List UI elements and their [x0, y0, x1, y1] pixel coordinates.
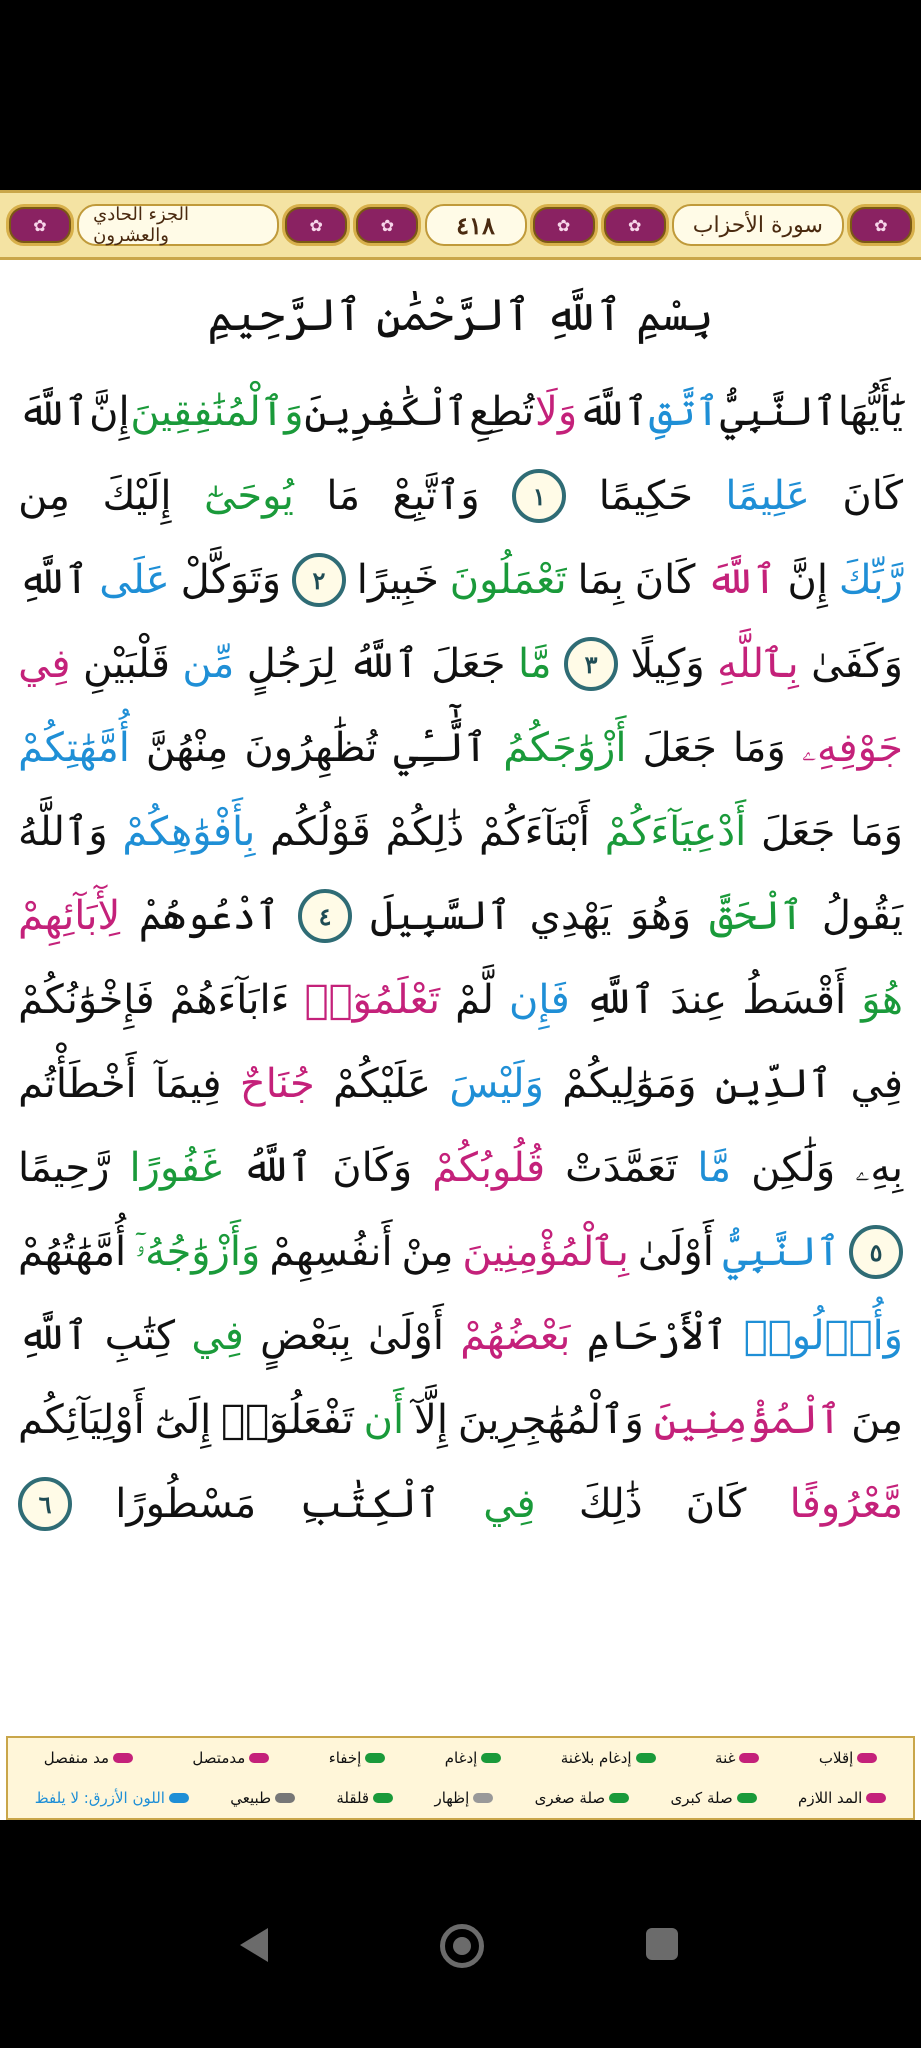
verse-word[interactable]: إِنَّ: [787, 557, 828, 603]
page-number: ٤١٨: [425, 204, 527, 246]
verse-word[interactable]: ٱلدِّينِ: [714, 1061, 833, 1107]
verse-word[interactable]: وَأَزْوَٰجُهُۥٓ: [135, 1229, 261, 1275]
verse-word[interactable]: وَٱتَّبِعْ: [392, 473, 480, 519]
legend-swatch-icon: [739, 1753, 759, 1763]
legend-label: غنة: [715, 1749, 736, 1767]
ayah-number-marker[interactable]: ١: [512, 469, 566, 523]
verse-line: [18, 538, 903, 622]
verse-word[interactable]: يَهْدِي: [529, 893, 612, 939]
verse-word[interactable]: أَنفُسِهِمْ: [269, 1229, 393, 1275]
android-nav-bar: [0, 1820, 921, 2048]
legend-label: إقلاب: [818, 1749, 854, 1767]
verse-word[interactable]: غَفُورًا: [129, 1145, 222, 1191]
verse-word[interactable]: بِٱلْمُؤْمِنِينَ: [462, 1229, 629, 1275]
verse-word[interactable]: وَلَا: [535, 389, 578, 435]
verse-word[interactable]: ٱدْعُوهُمْ: [138, 893, 280, 939]
verse-line: [18, 1462, 903, 1546]
verse-word[interactable]: فِي: [850, 1061, 903, 1107]
verse-word[interactable]: أَقْسَطُ: [742, 977, 847, 1023]
verse-word[interactable]: ذَٰلِكَ: [578, 1481, 643, 1527]
ayah-number-marker[interactable]: ٥: [849, 1225, 903, 1279]
verse-word[interactable]: ٱلنَّبِيُّ: [722, 1229, 841, 1275]
ornament-rosette-icon: ✿: [530, 204, 598, 246]
legend-label: صلة كبرى: [670, 1789, 733, 1807]
verse-word[interactable]: مِنَ: [851, 1397, 903, 1443]
verse-word[interactable]: ٱلنَّبِيُّ: [720, 389, 838, 435]
verse-word[interactable]: مِنْ: [401, 1229, 454, 1275]
verse-word[interactable]: بِبَعْضٍ: [260, 1313, 352, 1359]
ayah-number-marker[interactable]: ٦: [18, 1477, 72, 1531]
bismillah: بِسْمِ ٱللَّهِ ٱلرَّحْمَٰنِ ٱلرَّحِيمِ: [207, 290, 714, 341]
legend-item: [561, 1749, 656, 1767]
verse-line: [18, 1210, 903, 1294]
verse-word[interactable]: تَعَمَّدَتْ: [565, 1145, 678, 1191]
legend-item: [192, 1749, 269, 1767]
back-icon[interactable]: [240, 1928, 268, 1962]
verse-word[interactable]: لِأٓبَآئِهِمْ: [18, 893, 121, 939]
verse-word[interactable]: ٱللَّهِ: [18, 1313, 89, 1359]
legend-swatch-icon: [169, 1793, 189, 1803]
verse-word[interactable]: فِي: [191, 1313, 244, 1359]
legend-label: اللون الأزرق: لا يلفظ: [34, 1789, 165, 1807]
verse-line: [18, 706, 903, 790]
verse-word[interactable]: أَوْلَىٰ: [367, 1313, 444, 1359]
ornament-rosette-icon: ✿: [6, 204, 74, 246]
verse-word[interactable]: فَإِن: [509, 977, 570, 1023]
verse-word[interactable]: إِلَيْكَ: [102, 473, 172, 519]
verse-word[interactable]: جَوْفِهِۦ: [801, 725, 903, 771]
verse-word[interactable]: مَّعْرُوفًا: [789, 1481, 903, 1527]
legend-item: [671, 1789, 757, 1807]
verse-word[interactable]: ٱللَّهَ: [18, 389, 89, 435]
mushaf-page: [0, 190, 921, 1820]
verse-word[interactable]: حَكِيمًا: [598, 473, 693, 519]
verse-word[interactable]: ءَابَآءَهُمْ: [169, 977, 290, 1023]
legend-label: صلة صغرى: [534, 1789, 606, 1807]
verse-word[interactable]: ٱللَّهَ: [706, 557, 777, 603]
tajweed-legend: [6, 1736, 915, 1820]
verse-word[interactable]: أُمَّهَٰتِكُمْ: [18, 725, 130, 771]
home-icon[interactable]: [440, 1924, 484, 1968]
verse-word[interactable]: وَأُو۟لُوا۟: [743, 1313, 903, 1359]
verse-line: [18, 454, 903, 538]
verse-word[interactable]: مَا: [326, 473, 361, 519]
verse-word[interactable]: تَفْعَلُوٓا۟: [221, 1397, 354, 1443]
verse-line: [18, 790, 903, 874]
verse-word[interactable]: أَوْلِيَآئِكُم: [18, 1397, 145, 1443]
legend-swatch-icon: [481, 1753, 501, 1763]
legend-swatch-icon: [857, 1753, 877, 1763]
verse-word[interactable]: وَٱلْمُنَٰفِقِينَ: [130, 389, 304, 435]
verse-word[interactable]: فِي: [483, 1481, 536, 1527]
legend-item: [230, 1789, 295, 1807]
verse-word[interactable]: جَعَلَ: [760, 809, 836, 855]
verse-word[interactable]: عَلِيمًا: [725, 473, 810, 519]
legend-item: [35, 1789, 189, 1807]
verse-word[interactable]: جُنَاحٌ: [239, 1061, 315, 1107]
ayah-number-marker[interactable]: ٣: [564, 637, 618, 691]
verse-word[interactable]: ٱلْكِتَٰبِ: [299, 1481, 441, 1527]
legend-label: المد اللازم: [798, 1789, 863, 1807]
verse-word[interactable]: إِلَىٰٓ: [154, 1397, 212, 1443]
verse-word[interactable]: لِرَجُلٍ: [246, 641, 336, 687]
verse-line: [18, 370, 903, 454]
legend-swatch-icon: [737, 1793, 757, 1803]
verse-word[interactable]: ٱلْأَرْحَامِ: [586, 1313, 728, 1359]
verse-word[interactable]: بَعْضُهُمْ: [460, 1313, 571, 1359]
verse-word[interactable]: أَزْوَٰجَكُمُ: [503, 725, 627, 771]
verse-word[interactable]: مَّا: [517, 641, 552, 687]
verse-word[interactable]: مِن: [18, 473, 70, 519]
verse-word[interactable]: وَلَيْسَ: [449, 1061, 544, 1107]
verse-word[interactable]: بِمَا: [577, 557, 624, 603]
verse-word[interactable]: أُمَّهَٰتُهُمْ: [18, 1229, 127, 1275]
verse-word[interactable]: رَّحِيمًا: [18, 1145, 110, 1191]
verse-word[interactable]: بِأَفْوَٰهِكُمْ: [122, 809, 256, 855]
verse-word[interactable]: ٱللَّهُ: [241, 1145, 313, 1191]
verse-word[interactable]: عَلَيْكُمْ: [333, 1061, 431, 1107]
ornament-rosette-icon: ✿: [847, 204, 915, 246]
verse-word[interactable]: ٱللَّهِ: [584, 977, 656, 1023]
verse-word[interactable]: خَبِيرًا: [356, 557, 439, 603]
verse-word[interactable]: أَبْنَآءَكُمْ: [478, 809, 590, 855]
verse-word[interactable]: جَعَلَ: [431, 641, 506, 687]
verse-word[interactable]: تَعْلَمُوٓا۟: [304, 977, 441, 1023]
verse-word[interactable]: لَّمْ: [455, 977, 494, 1023]
surah-name: سورة الأحزاب: [672, 204, 844, 246]
verse-word[interactable]: تَعْمَلُونَ: [449, 557, 567, 603]
verse-word[interactable]: قَلْبَيْنِ: [83, 641, 170, 687]
ornament-rosette-icon: ✿: [282, 204, 350, 246]
verse-word[interactable]: كَانَ: [685, 1481, 747, 1527]
verse-word[interactable]: كَانَ: [842, 473, 903, 519]
ayah-number-marker[interactable]: ٤: [298, 889, 352, 943]
legend-item: [715, 1749, 759, 1767]
legend-item: [329, 1749, 386, 1767]
verse-word[interactable]: وَٱلْمُهَٰجِرِينَ: [457, 1397, 644, 1443]
legend-swatch-icon: [473, 1793, 493, 1803]
legend-swatch-icon: [249, 1753, 269, 1763]
header-row: [6, 201, 915, 249]
verse-word[interactable]: مِّن: [182, 641, 235, 687]
verse-word[interactable]: فِيمَآ: [155, 1061, 222, 1107]
legend-swatch-icon: [365, 1753, 385, 1763]
verse-word[interactable]: إِنَّ: [89, 389, 130, 435]
verse-word[interactable]: ٱلْمُؤْمِنِينَ: [653, 1397, 842, 1443]
verse-word[interactable]: فَإِخْوَٰنُكُمْ: [18, 977, 155, 1023]
legend-swatch-icon: [113, 1753, 133, 1763]
verse-word[interactable]: وَمَوَٰلِيكُمْ: [562, 1061, 697, 1107]
verse-word[interactable]: مَّا: [697, 1145, 732, 1191]
verse-word[interactable]: فِي: [18, 641, 71, 687]
legend-swatch-icon: [866, 1793, 886, 1803]
verse-word[interactable]: ٱلَّٰٓـِٔي: [393, 725, 488, 771]
verse-word[interactable]: ٱللَّهُ: [348, 641, 419, 687]
verse-word[interactable]: تُطِعِ: [469, 389, 535, 435]
verse-word[interactable]: ٱللَّهِ: [18, 557, 89, 603]
verse-word[interactable]: رَّبِّكَ: [838, 557, 903, 603]
verse-word[interactable]: عَلَى: [99, 557, 170, 603]
ornament-rosette-icon: ✿: [353, 204, 421, 246]
page-header: [0, 190, 921, 260]
legend-swatch-icon: [609, 1793, 629, 1803]
verse-word[interactable]: أَوْلَىٰ: [637, 1229, 714, 1275]
legend-item: [535, 1789, 630, 1807]
recent-apps-icon[interactable]: [646, 1928, 678, 1960]
legend-label: مدمتصل: [192, 1749, 246, 1767]
legend-label: إخفاء: [328, 1749, 362, 1767]
verse-word[interactable]: أَدْعِيَآءَكُمْ: [604, 809, 747, 855]
verse-word[interactable]: جَعَلَ: [642, 725, 717, 771]
verse-lines: [18, 370, 903, 1546]
verse-word[interactable]: وَكَفَىٰ: [811, 641, 903, 687]
verse-word[interactable]: يَٰٓأَيُّهَا: [837, 389, 903, 435]
legend-row-2: [8, 1778, 913, 1818]
verse-word[interactable]: إِلَّآ: [414, 1397, 448, 1443]
verse-word[interactable]: أَن: [363, 1397, 405, 1443]
verse-word[interactable]: وَٱللَّهُ: [18, 809, 108, 855]
verse-line: [18, 622, 903, 706]
verse-word[interactable]: ذَٰلِكُمْ: [385, 809, 465, 855]
verse-word[interactable]: كَانَ: [634, 557, 696, 603]
verse-word[interactable]: أَخْطَأْتُم: [18, 1061, 137, 1107]
verse-word[interactable]: يَقُولُ: [821, 893, 903, 939]
legend-item: [445, 1749, 502, 1767]
verse-line: [18, 1378, 903, 1462]
legend-label: إظهار: [434, 1789, 470, 1807]
verse-line: [18, 958, 903, 1042]
legend-item: [336, 1789, 393, 1807]
verse-word[interactable]: عِندَ: [670, 977, 728, 1023]
ornament-rosette-icon: ✿: [601, 204, 669, 246]
verse-line: [18, 1042, 903, 1126]
verse-word[interactable]: وَلَٰكِن: [751, 1145, 836, 1191]
verse-word[interactable]: وَمَا: [850, 809, 903, 855]
verse-word[interactable]: تُظَٰهِرُونَ: [244, 725, 378, 771]
legend-item: [798, 1789, 886, 1807]
verse-word[interactable]: وَكِيلًا: [630, 641, 705, 687]
verse-word[interactable]: ٱلسَّبِيلَ: [370, 893, 512, 939]
verse-word[interactable]: ٱلْكَٰفِرِينَ: [304, 389, 469, 435]
legend-item: [434, 1789, 493, 1807]
verse-word[interactable]: هُوَ: [861, 977, 903, 1023]
legend-label: إدغام: [444, 1749, 478, 1767]
legend-item: [819, 1749, 877, 1767]
verse-line: [18, 1294, 903, 1378]
legend-row-1: [8, 1738, 913, 1778]
legend-item: [44, 1749, 133, 1767]
verse-word[interactable]: وَكَانَ: [332, 1145, 413, 1191]
legend-swatch-icon: [373, 1793, 393, 1803]
ayah-number-marker[interactable]: ٢: [292, 553, 346, 607]
verse-word[interactable]: مِنْهُنَّ: [145, 725, 229, 771]
verse-word[interactable]: ٱتَّقِ: [648, 389, 720, 435]
verse-word[interactable]: ٱللَّهَ: [577, 389, 649, 435]
verse-word[interactable]: قُلُوبُكُمْ: [432, 1145, 546, 1191]
verse-word[interactable]: وَهُوَ: [630, 893, 692, 939]
verse-word[interactable]: كِتَٰبِ: [104, 1313, 176, 1359]
legend-label: مد منفصل: [43, 1749, 109, 1767]
verse-word[interactable]: وَتَوَكَّلْ: [180, 557, 282, 603]
legend-label: قلقلة: [336, 1789, 370, 1807]
legend-swatch-icon: [275, 1793, 295, 1803]
legend-label: إدغام بلاغنة: [560, 1749, 632, 1767]
verse-line: [18, 874, 903, 958]
verse-word[interactable]: قَوْلُكُم: [270, 809, 371, 855]
verse-word[interactable]: وَمَا: [732, 725, 786, 771]
juz-label: الجزء الحادي والعشرون: [77, 204, 279, 246]
verse-word[interactable]: بِهِۦ: [855, 1145, 903, 1191]
legend-label: طبيعي: [230, 1789, 272, 1807]
verse-word[interactable]: ٱلْحَقَّ: [709, 893, 804, 939]
verse-word[interactable]: بِٱللَّهِ: [717, 641, 799, 687]
verse-word[interactable]: يُوحَىٰٓ: [204, 473, 294, 519]
verse-line: [18, 1126, 903, 1210]
legend-swatch-icon: [636, 1753, 656, 1763]
verse-word[interactable]: مَسْطُورًا: [115, 1481, 257, 1527]
